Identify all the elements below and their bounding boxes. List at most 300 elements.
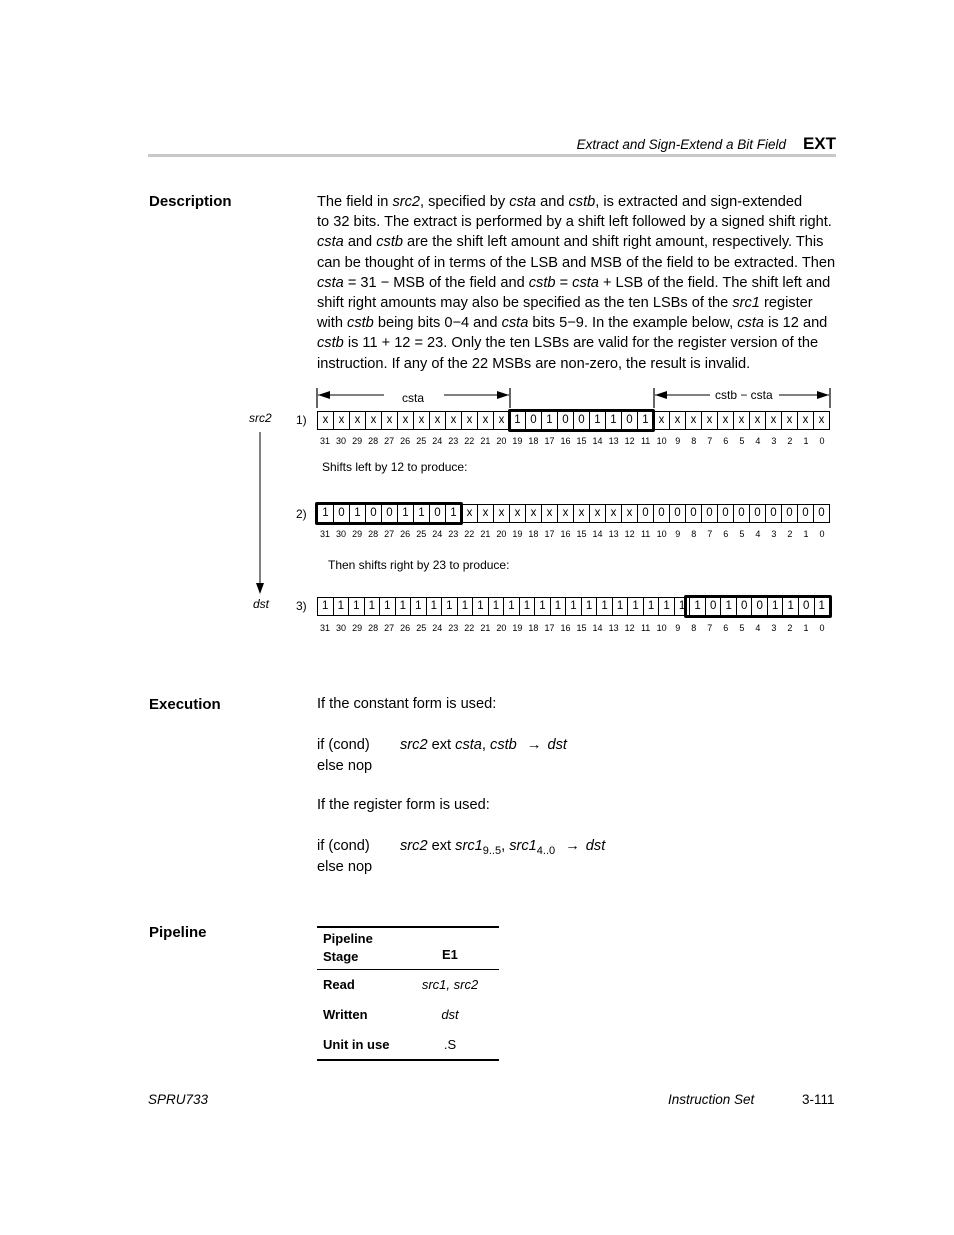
bit-cell: 1 — [782, 598, 798, 615]
description-run: is 11 + 12 = 23. Only the ten LSBs are valid for the register version of the — [343, 335, 819, 352]
bit-cell: 0 — [765, 505, 781, 522]
register-form-intro: If the register form is used: — [317, 797, 490, 813]
bit-cell: 1 — [333, 598, 349, 615]
description-run: csta — [317, 234, 344, 251]
bit-cell: 0 — [621, 412, 637, 429]
bit-cell: 1 — [596, 598, 612, 615]
field-highlight-1 — [508, 409, 655, 432]
bit-cell: 1 — [509, 412, 525, 429]
bit-cell: x — [429, 412, 445, 429]
row-read-e1: src1, src2 — [421, 977, 479, 992]
bit-cell: x — [717, 412, 733, 429]
bit-number: 12 — [624, 529, 635, 539]
bit-number: 25 — [416, 529, 427, 539]
bit-number: 12 — [624, 436, 635, 446]
bit-number: 15 — [576, 623, 587, 633]
bit-number: 8 — [691, 529, 697, 539]
bit-number: 3 — [771, 623, 777, 633]
bit-number: 31 — [320, 623, 331, 633]
bit-cell: 1 — [348, 598, 364, 615]
bit-cell: x — [349, 412, 365, 429]
bit-number: 14 — [592, 529, 603, 539]
bit-number: 9 — [675, 436, 681, 446]
bit-number: 30 — [336, 623, 347, 633]
bit-number: 29 — [352, 623, 363, 633]
bit-number: 1 — [803, 436, 809, 446]
src2-operand: src2 — [400, 838, 428, 854]
bit-number: 6 — [723, 436, 729, 446]
ext-op: ext — [427, 838, 456, 854]
bit-number: 2 — [787, 623, 793, 633]
comma: , — [501, 838, 510, 854]
bit-number: 7 — [707, 529, 713, 539]
bit-cell: 1 — [541, 412, 557, 429]
bit-number: 20 — [496, 623, 507, 633]
row-unit-stage: Unit in use — [323, 1037, 390, 1052]
shift-right-text: Then shifts right by 23 to produce: — [328, 558, 510, 572]
bit-number: 13 — [608, 623, 619, 633]
csta-right-arrow — [497, 391, 509, 399]
footer-page-number: 3-111 — [802, 1092, 835, 1107]
bit-cell: 1 — [550, 598, 566, 615]
footer-section: Instruction Set — [668, 1092, 755, 1107]
bit-cell: x — [365, 412, 381, 429]
bit-number: 31 — [320, 529, 331, 539]
src-dst-arrow — [256, 583, 264, 594]
constant-else-nop: else nop — [317, 758, 373, 774]
constant-if-cond: if (cond) — [317, 737, 370, 753]
running-header-title: Extract and Sign-Extend a Bit Field — [576, 137, 786, 152]
bit-cell: 1 — [581, 598, 597, 615]
bit-number: 11 — [640, 529, 651, 539]
bit-cell: 0 — [705, 598, 721, 615]
bit-number: 19 — [512, 436, 523, 446]
bit-number: 0 — [819, 436, 825, 446]
row-unit-e1: .S — [443, 1037, 457, 1052]
bit-cell: 1 — [814, 598, 830, 615]
description-line — [317, 192, 839, 212]
cstb-right-arrow — [817, 391, 829, 399]
constant-form-intro: If the constant form is used: — [317, 696, 497, 712]
bit-number: 19 — [512, 623, 523, 633]
bit-cell: x — [781, 412, 797, 429]
bit-cell: 0 — [751, 598, 767, 615]
description-run: can be thought of in terms of the LSB and MSB of the field to be extracted. Then — [317, 254, 836, 271]
bit-cell: 0 — [525, 412, 541, 429]
bit-number: 2 — [787, 529, 793, 539]
bit-cell: x — [749, 412, 765, 429]
bit-cell: x — [525, 505, 541, 522]
row3-number: 3) — [296, 599, 307, 613]
bit-number: 3 — [771, 436, 777, 446]
bit-number: 29 — [352, 436, 363, 446]
header-pipeline: Pipeline — [323, 931, 373, 946]
bit-cell: 0 — [557, 412, 573, 429]
bit-cell: 1 — [488, 598, 504, 615]
bit-number: 1 — [803, 529, 809, 539]
bit-number: 25 — [416, 623, 427, 633]
bit-number: 9 — [675, 529, 681, 539]
description-run: csta — [572, 274, 599, 291]
bit-number: 0 — [819, 529, 825, 539]
description-run: cstb — [347, 315, 374, 332]
bit-number: 8 — [691, 623, 697, 633]
bit-cell: x — [445, 412, 461, 429]
header-stage: Stage — [323, 949, 359, 964]
description-run: csta — [737, 315, 765, 332]
bit-cell: 1 — [410, 598, 426, 615]
bit-cell: x — [541, 505, 557, 522]
header-e1: E1 — [442, 947, 458, 962]
bit-cell: x — [477, 505, 493, 522]
bit-cell: x — [573, 505, 589, 522]
bit-number: 29 — [352, 529, 363, 539]
bit-cell: 1 — [426, 598, 442, 615]
bit-cell: 0 — [429, 505, 445, 522]
bit-cell: x — [493, 505, 509, 522]
bit-number: 10 — [656, 623, 667, 633]
src2-operand: src2 — [400, 737, 428, 753]
cstb-csta-label: cstb − csta — [715, 388, 773, 402]
footer-doc-id: SPRU733 — [148, 1092, 209, 1107]
bit-number: 1 — [803, 623, 809, 633]
execution-label: Execution — [149, 696, 221, 713]
bit-cell: 0 — [701, 505, 717, 522]
bit-number: 9 — [675, 623, 681, 633]
bit-number: 19 — [512, 529, 523, 539]
description-run: csta — [509, 194, 537, 210]
bit-cell: 1 — [472, 598, 488, 615]
bit-number: 6 — [723, 529, 729, 539]
bit-cell: 1 — [441, 598, 457, 615]
description-run: + LSB of the field. The shift left and — [598, 274, 831, 291]
description-run: are the shift left amount and shift right amount, respectively. This — [403, 234, 824, 251]
bit-cell: 1 — [767, 598, 783, 615]
bit-cell: 1 — [364, 598, 380, 615]
row1-number: 1) — [296, 413, 307, 427]
arrow-symbol: → — [526, 737, 542, 753]
bit-number: 8 — [691, 436, 697, 446]
table-header-rule — [317, 969, 499, 970]
bit-number: 24 — [432, 436, 443, 446]
bit-cell: 0 — [797, 505, 813, 522]
bit-cell: 1 — [643, 598, 659, 615]
bit-cell: x — [685, 412, 701, 429]
csta-label: csta — [402, 391, 425, 405]
bit-cell: 0 — [381, 505, 397, 522]
register-form-expression — [400, 838, 605, 857]
dst-label: dst — [253, 597, 270, 611]
bit-number: 6 — [723, 623, 729, 633]
bit-number: 5 — [739, 623, 745, 633]
description-line — [317, 212, 839, 232]
bit-number: 23 — [448, 529, 459, 539]
bit-cell: x — [733, 412, 749, 429]
bit-number: 24 — [432, 529, 443, 539]
bit-cell: 1 — [674, 598, 690, 615]
bit-numbers-2 — [317, 529, 830, 539]
pipeline-label: Pipeline — [149, 924, 207, 941]
description-run: csta — [501, 315, 529, 332]
description-run: is 12 and — [764, 315, 828, 332]
bit-number: 4 — [755, 436, 761, 446]
description-run: , specified by — [420, 194, 510, 210]
bit-cell: 1 — [457, 598, 473, 615]
bit-number: 24 — [432, 623, 443, 633]
bit-cell: 1 — [349, 505, 365, 522]
bit-cell: 1 — [395, 598, 411, 615]
description-run: src1 — [732, 295, 760, 312]
comma: , — [481, 737, 491, 753]
bit-cell: x — [605, 505, 621, 522]
bit-number: 7 — [707, 436, 713, 446]
bit-cell: 0 — [573, 412, 589, 429]
register-if-cond: if (cond) — [317, 838, 370, 854]
bit-cell: x — [621, 505, 637, 522]
bit-number: 13 — [608, 529, 619, 539]
description-run: = 31 − MSB of the field and — [343, 274, 529, 291]
bit-cell: 1 — [397, 505, 413, 522]
description-run: shift right amounts may also be specified as the ten LSBs of the — [317, 295, 733, 312]
bit-cell: 1 — [322, 600, 329, 612]
bit-cell: 1 — [413, 505, 429, 522]
description-run: cstb — [317, 335, 344, 352]
bit-number: 11 — [640, 623, 651, 633]
bit-number: 15 — [576, 436, 587, 446]
bit-number: 2 — [787, 436, 793, 446]
bit-number: 4 — [755, 529, 761, 539]
bit-number: 10 — [656, 436, 667, 446]
arrow-symbol: → — [565, 838, 580, 854]
bit-cell: x — [413, 412, 429, 429]
bit-cell: 1 — [589, 412, 605, 429]
field-highlight-3 — [684, 595, 832, 618]
bit-number: 13 — [608, 436, 619, 446]
bit-cell: x — [493, 412, 509, 429]
bit-cell: x — [322, 414, 329, 426]
description-run: and — [343, 234, 377, 251]
bit-number: 23 — [448, 623, 459, 633]
description-run: being bits 0−4 and — [373, 315, 502, 332]
bit-cell: 1 — [627, 598, 643, 615]
bit-cell: x — [669, 412, 685, 429]
bit-number: 20 — [496, 529, 507, 539]
bit-number: 20 — [496, 436, 507, 446]
bit-cell: x — [381, 412, 397, 429]
description-run: The field in — [317, 194, 393, 210]
bit-number: 21 — [480, 623, 491, 633]
bit-number: 22 — [464, 529, 475, 539]
description-run: cstb — [528, 274, 556, 291]
description-run: and — [536, 194, 569, 210]
bit-cell: 0 — [749, 505, 765, 522]
bit-cell: 1 — [658, 598, 674, 615]
description-run: instruction. If any of the 22 MSBs are non-zero, the result is invalid. — [317, 355, 751, 372]
bit-cell: x — [333, 412, 349, 429]
bit-cell: x — [797, 412, 813, 429]
description-line — [317, 293, 839, 313]
bit-number: 28 — [368, 436, 379, 446]
src1-subscript-a: 9..5 — [482, 844, 502, 857]
description-run: register — [759, 295, 813, 312]
bit-number: 27 — [384, 529, 395, 539]
bit-number: 14 — [592, 623, 603, 633]
src1-subscript-b: 4..0 — [536, 844, 556, 857]
bit-cell: x — [653, 412, 669, 429]
cstb-left-arrow — [655, 391, 667, 399]
src2-label: src2 — [249, 411, 272, 425]
description-line — [317, 333, 839, 353]
description-run: cstb — [376, 234, 403, 251]
field-highlight-2 — [315, 502, 463, 525]
bit-cell: 0 — [333, 505, 349, 522]
description-run: bits 5−9. In the example below, — [528, 315, 738, 332]
bit-cell: x — [557, 505, 573, 522]
bit-number: 21 — [480, 436, 491, 446]
bit-number: 30 — [336, 529, 347, 539]
row2-number: 2) — [296, 507, 307, 521]
bit-cell: x — [765, 412, 781, 429]
bit-cell: 1 — [445, 505, 461, 522]
bit-cell: 0 — [781, 505, 797, 522]
bit-cell: x — [813, 412, 829, 429]
bit-cell: 1 — [720, 598, 736, 615]
bit-cell: 1 — [637, 412, 653, 429]
row-written-e1: dst — [441, 1007, 459, 1022]
bit-cell: 1 — [612, 598, 628, 615]
bit-cell: 1 — [605, 412, 621, 429]
bit-cell: 0 — [733, 505, 749, 522]
bit-cell: x — [461, 505, 477, 522]
bit-cell: x — [477, 412, 493, 429]
table-top-rule — [317, 926, 499, 928]
bit-number: 17 — [544, 529, 555, 539]
bit-cell: 1 — [503, 598, 519, 615]
register-else-nop: else nop — [317, 859, 373, 875]
bit-numbers-1 — [317, 436, 830, 446]
bit-number: 11 — [640, 436, 651, 446]
shift-left-text: Shifts left by 12 to produce: — [322, 460, 468, 474]
bit-number: 16 — [560, 436, 571, 446]
bit-number: 22 — [464, 436, 475, 446]
dst-operand: dst — [547, 737, 567, 753]
bit-number: 31 — [320, 436, 331, 446]
table-bottom-rule — [317, 1059, 499, 1061]
bit-number: 27 — [384, 623, 395, 633]
bit-number: 12 — [624, 623, 635, 633]
bit-cell: x — [701, 412, 717, 429]
bit-cell: x — [509, 505, 525, 522]
bit-number: 16 — [560, 623, 571, 633]
bit-cell: 1 — [322, 507, 329, 519]
description-line — [317, 232, 839, 252]
bit-number: 30 — [336, 436, 347, 446]
row-read-stage: Read — [323, 977, 355, 992]
description-line — [317, 354, 839, 374]
bit-number: 26 — [400, 529, 411, 539]
bit-number: 18 — [528, 436, 539, 446]
bit-cell: 0 — [637, 505, 653, 522]
bit-cell: x — [397, 412, 413, 429]
src1-operand-b: src1 — [509, 838, 537, 854]
bit-number: 14 — [592, 436, 603, 446]
src1-operand-a: src1 — [455, 838, 483, 854]
description-text — [317, 192, 839, 374]
bit-cell: x — [589, 505, 605, 522]
ext-op: ext — [427, 737, 456, 753]
bit-number: 7 — [707, 623, 713, 633]
bit-cell: 1 — [689, 598, 705, 615]
description-label: Description — [149, 193, 232, 210]
bit-number: 17 — [544, 436, 555, 446]
row-written-stage: Written — [323, 1007, 368, 1022]
bit-number: 16 — [560, 529, 571, 539]
description-line — [317, 313, 839, 333]
dst-operand: dst — [585, 838, 606, 854]
bit-cell: 1 — [565, 598, 581, 615]
description-run: , is extracted and sign-extended — [595, 194, 803, 210]
bit-cell: 0 — [669, 505, 685, 522]
description-run: to 32 bits. The extract is performed by a shift left followed by a signed shift right. — [317, 214, 832, 231]
bit-number: 5 — [739, 436, 745, 446]
bit-numbers-3 — [317, 623, 830, 633]
bit-cell: 0 — [685, 505, 701, 522]
bit-number: 28 — [368, 529, 379, 539]
csta-operand: csta — [455, 737, 482, 753]
bit-number: 26 — [400, 436, 411, 446]
description-run: cstb — [568, 194, 596, 210]
constant-form-expression — [400, 737, 567, 753]
bit-number: 3 — [771, 529, 777, 539]
bit-number: 18 — [528, 623, 539, 633]
bit-cell: 1 — [379, 598, 395, 615]
bit-number: 27 — [384, 436, 395, 446]
bit-number: 10 — [656, 529, 667, 539]
bit-number: 22 — [464, 623, 475, 633]
bit-cell: 0 — [736, 598, 752, 615]
header-rule — [148, 154, 836, 157]
cstb-operand: cstb — [490, 737, 517, 753]
description-run: src2 — [392, 194, 421, 210]
description-run: csta — [317, 274, 344, 291]
bit-number: 23 — [448, 436, 459, 446]
bit-number: 17 — [544, 623, 555, 633]
bit-number: 5 — [739, 529, 745, 539]
description-line — [317, 253, 839, 273]
bit-cell: 0 — [365, 505, 381, 522]
bit-cell: 1 — [519, 598, 535, 615]
bit-number: 4 — [755, 623, 761, 633]
bit-cell: 0 — [653, 505, 669, 522]
description-run: with — [317, 315, 348, 332]
bit-cell: 0 — [813, 505, 829, 522]
bit-cell: 0 — [798, 598, 814, 615]
bit-cell: x — [461, 412, 477, 429]
bit-number: 21 — [480, 529, 491, 539]
description-line — [317, 273, 839, 293]
bit-number: 0 — [819, 623, 825, 633]
bit-cell: 1 — [534, 598, 550, 615]
bit-number: 18 — [528, 529, 539, 539]
csta-left-arrow — [318, 391, 330, 399]
bit-cell: 0 — [717, 505, 733, 522]
bit-number: 26 — [400, 623, 411, 633]
bit-number: 28 — [368, 623, 379, 633]
running-header-mnemonic: EXT — [802, 134, 836, 153]
description-run: = — [555, 274, 573, 291]
bit-number: 15 — [576, 529, 587, 539]
bit-number: 25 — [416, 436, 427, 446]
